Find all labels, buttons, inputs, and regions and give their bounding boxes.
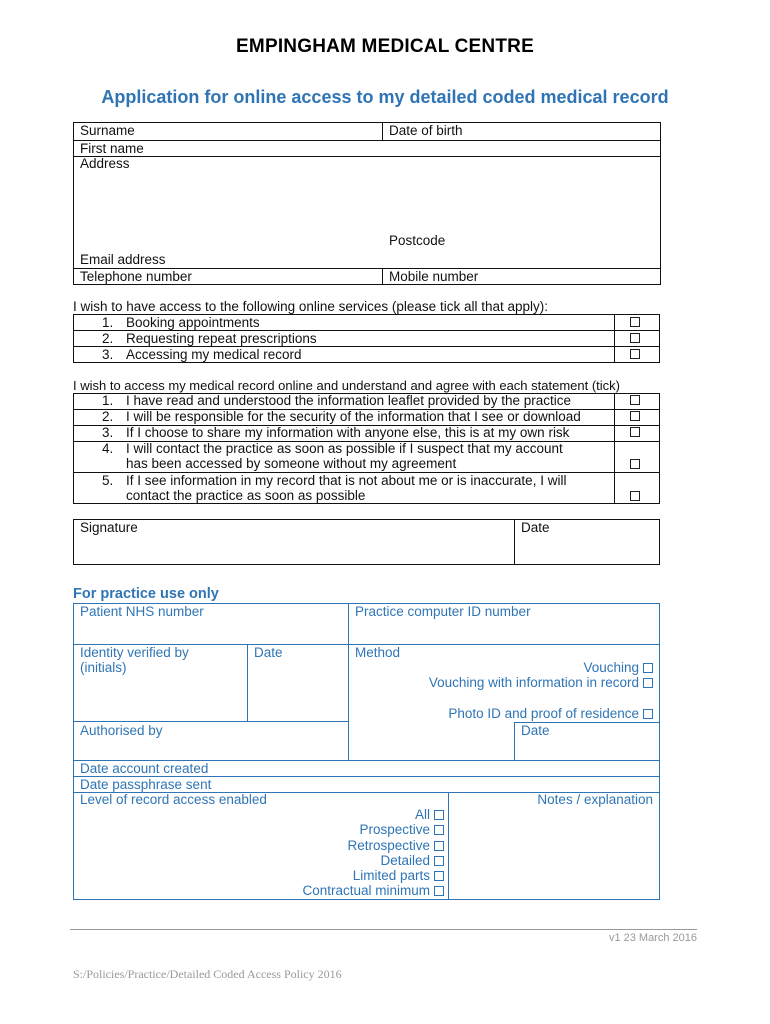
divider: [448, 792, 449, 900]
divider: [614, 393, 615, 504]
service-checkbox[interactable]: [630, 317, 640, 327]
list-number: 4.: [102, 441, 114, 456]
identity-date-field[interactable]: Date: [254, 645, 283, 660]
list-number: 1.: [102, 315, 114, 330]
checkbox[interactable]: [434, 871, 444, 881]
method-vouching[interactable]: Vouching: [583, 660, 653, 676]
agreement-checkbox[interactable]: [630, 459, 640, 469]
service-booking-appointments: Booking appointments: [126, 315, 260, 330]
agreement-checkbox[interactable]: [630, 427, 640, 437]
checkbox[interactable]: [434, 841, 444, 851]
list-number: 5.: [102, 473, 114, 488]
divider: [247, 644, 248, 721]
list-number: 3.: [102, 347, 114, 362]
surname-field[interactable]: Surname: [80, 123, 135, 138]
page-title: EMPINGHAM MEDICAL CENTRE: [236, 36, 534, 57]
date-of-birth-field[interactable]: Date of birth: [389, 123, 463, 138]
service-medical-record: Accessing my medical record: [126, 347, 302, 362]
agreement-statement: I will be responsible for the security of the information that I see or download: [126, 409, 581, 424]
version-label: v1 23 March 2016: [608, 932, 697, 944]
method-photo-id[interactable]: Photo ID and proof of residence: [448, 706, 653, 722]
divider: [382, 268, 383, 285]
agreement-statement: I will contact the practice as soon as possible if I suspect that my account: [126, 441, 563, 456]
list-number: 2.: [102, 331, 114, 346]
divider: [614, 314, 615, 363]
address-field[interactable]: Address: [80, 156, 130, 171]
signature-table-border: [73, 519, 660, 565]
divider: [73, 156, 661, 157]
telephone-number-field[interactable]: Telephone number: [80, 269, 192, 284]
service-repeat-prescriptions: Requesting repeat prescriptions: [126, 331, 317, 346]
access-level-all[interactable]: All: [415, 807, 444, 823]
service-checkbox[interactable]: [630, 333, 640, 343]
authorised-by-field[interactable]: Authorised by: [80, 723, 163, 738]
agreement-checkbox[interactable]: [630, 395, 640, 405]
agreement-checkbox[interactable]: [630, 491, 640, 501]
signature-date-field[interactable]: Date: [521, 520, 550, 535]
access-level-contractual-minimum[interactable]: Contractual minimum: [302, 883, 444, 899]
divider: [73, 140, 661, 141]
checkbox[interactable]: [643, 709, 653, 719]
agreement-intro: I wish to access my medical record online and understand and agree with each statement (tick): [73, 378, 620, 393]
first-name-field[interactable]: First name: [80, 141, 144, 156]
divider: [73, 721, 348, 722]
date-account-created-field[interactable]: Date account created: [80, 761, 209, 776]
checkbox[interactable]: [434, 886, 444, 896]
footer-divider: [70, 929, 697, 930]
agreement-statement: I have read and understood the information leaflet provided by the practice: [126, 393, 572, 408]
checkbox[interactable]: [434, 856, 444, 866]
patient-nhs-number-field[interactable]: Patient NHS number: [80, 604, 204, 619]
email-address-field[interactable]: Email address: [80, 252, 166, 267]
agreement-statement-continued: contact the practice as soon as possible: [126, 488, 366, 503]
divider: [382, 122, 383, 140]
identity-verified-initials-label: (initials): [80, 660, 127, 675]
services-intro: I wish to have access to the following online services (please tick all that apply):: [73, 299, 548, 314]
divider: [514, 519, 515, 565]
authorised-date-field[interactable]: Date: [521, 723, 550, 738]
list-number: 3.: [102, 425, 114, 440]
service-checkbox[interactable]: [630, 349, 640, 359]
agreement-checkbox[interactable]: [630, 411, 640, 421]
divider: [348, 603, 349, 760]
checkbox[interactable]: [434, 810, 444, 820]
access-level-limited-parts[interactable]: Limited parts: [353, 868, 444, 884]
list-number: 1.: [102, 393, 114, 408]
method-label: Method: [355, 645, 401, 660]
practice-computer-id-field[interactable]: Practice computer ID number: [355, 604, 531, 619]
divider: [514, 722, 515, 760]
postcode-field[interactable]: Postcode: [389, 233, 446, 248]
practice-use-heading: For practice use only: [73, 586, 219, 602]
date-passphrase-sent-field[interactable]: Date passphrase sent: [80, 777, 212, 792]
agreement-statement: If I see information in my record that is not about me or is inaccurate, I will: [126, 473, 567, 488]
checkbox[interactable]: [643, 663, 653, 673]
method-vouching-with-information[interactable]: Vouching with information in record: [429, 675, 653, 691]
notes-explanation-field[interactable]: Notes / explanation: [537, 792, 653, 807]
mobile-number-field[interactable]: Mobile number: [389, 269, 479, 284]
agreement-statement: If I choose to share my information with anyone else, this is at my own risk: [126, 425, 570, 440]
signature-field[interactable]: Signature: [80, 520, 138, 535]
access-level-detailed[interactable]: Detailed: [380, 853, 444, 869]
form-subtitle: Application for online access to my detailed coded medical record: [101, 87, 669, 107]
access-level-prospective[interactable]: Prospective: [359, 822, 444, 838]
identity-verified-by-field[interactable]: Identity verified by: [80, 645, 189, 660]
checkbox[interactable]: [643, 678, 653, 688]
checkbox[interactable]: [434, 825, 444, 835]
access-level-retrospective[interactable]: Retrospective: [347, 838, 444, 854]
agreement-statement-continued: has been accessed by someone without my agreement: [126, 456, 457, 471]
record-access-level-label: Level of record access enabled: [80, 792, 267, 807]
document-path: S:/Policies/Practice/Detailed Coded Access Policy 2016: [73, 967, 342, 981]
list-number: 2.: [102, 409, 114, 424]
